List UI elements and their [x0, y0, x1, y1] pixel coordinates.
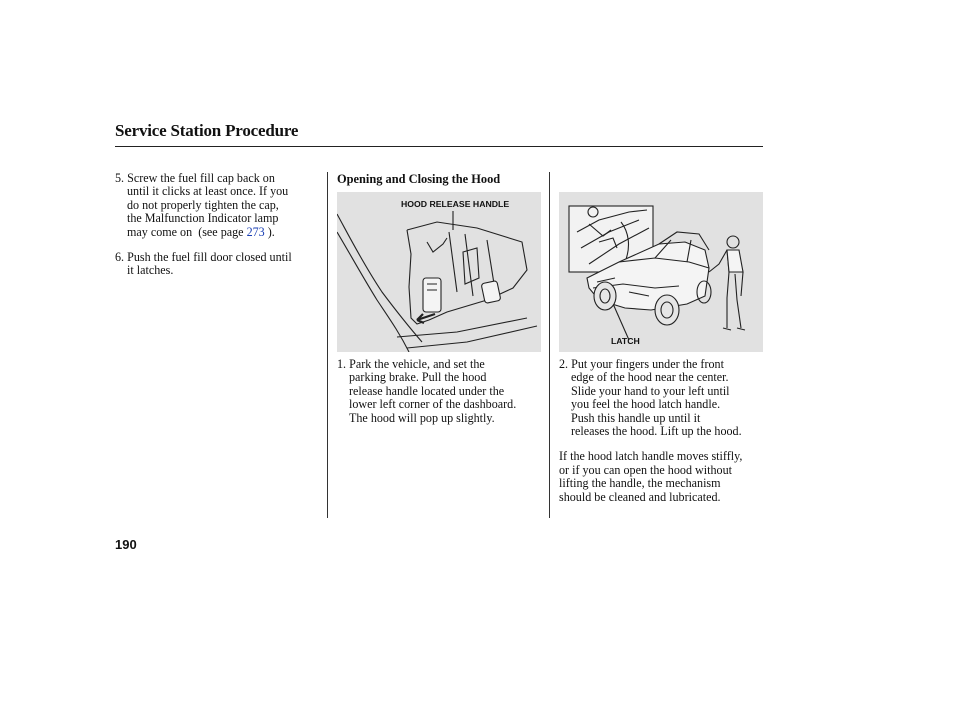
step-5	[115, 172, 320, 239]
hood-latch-figure	[559, 192, 763, 352]
note-text: should be cleaned and lubricated.	[559, 489, 721, 504]
step-1	[337, 358, 543, 425]
hood-release-figure	[337, 192, 541, 352]
page-number: 190	[115, 537, 137, 552]
dashboard-illustration	[337, 192, 541, 352]
step-text: ).	[267, 224, 275, 239]
left-column	[115, 172, 320, 278]
page-reference-link[interactable]: 273	[246, 224, 265, 239]
note-text: If the hood latch handle moves stiffly,	[559, 449, 743, 464]
step-text: do not properly tighten the cap,	[127, 197, 279, 212]
section-heading: Opening and Closing the Hood	[337, 172, 501, 186]
note-text: lifting the handle, the mechanism	[559, 476, 721, 491]
step-number: 1.	[337, 357, 347, 371]
step-text: (see page	[198, 224, 244, 239]
title-rule	[115, 146, 763, 147]
step-text: The hood will pop up slightly.	[349, 410, 495, 425]
column-divider-right	[549, 172, 550, 518]
figure-caption: LATCH	[611, 336, 640, 346]
step-text: parking brake. Pull the hood	[349, 370, 487, 385]
step-number: 2.	[559, 357, 569, 371]
step-text: Park the vehicle, and set the	[349, 357, 485, 371]
step-text: until it clicks at least once. If you	[127, 184, 289, 199]
step-text: the Malfunction Indicator lamp	[127, 211, 279, 226]
step-2	[559, 358, 765, 438]
page-title: Service Station Procedure	[115, 121, 299, 140]
step-text: edge of the hood near the center.	[571, 370, 729, 385]
step-text: Screw the fuel fill cap back on	[127, 171, 275, 185]
note-text: or if you can open the hood without	[559, 462, 732, 477]
step-text: releases the hood. Lift up the hood.	[571, 424, 742, 439]
step-6	[115, 251, 320, 278]
column-divider-left	[327, 172, 328, 518]
step-text: release handle located under the	[349, 383, 505, 398]
step-text: Slide your hand to your left until	[571, 383, 730, 398]
step-number: 5.	[115, 171, 125, 185]
figure-caption: HOOD RELEASE HANDLE	[401, 199, 510, 209]
step-text: it latches.	[127, 263, 174, 278]
middle-column-text	[337, 358, 543, 425]
step-text: may come on	[127, 224, 193, 239]
right-column-text	[559, 358, 765, 504]
step-text: Put your fingers under the front	[571, 357, 724, 371]
vehicle-illustration	[559, 192, 763, 352]
step-text: you feel the hood latch handle.	[571, 397, 721, 412]
step-number: 6.	[115, 250, 125, 265]
step-text: Push the fuel fill door closed until	[127, 250, 292, 265]
maintenance-note	[559, 450, 765, 504]
step-text: Push this handle up until it	[571, 410, 701, 425]
step-text: lower left corner of the dashboard.	[349, 397, 517, 412]
